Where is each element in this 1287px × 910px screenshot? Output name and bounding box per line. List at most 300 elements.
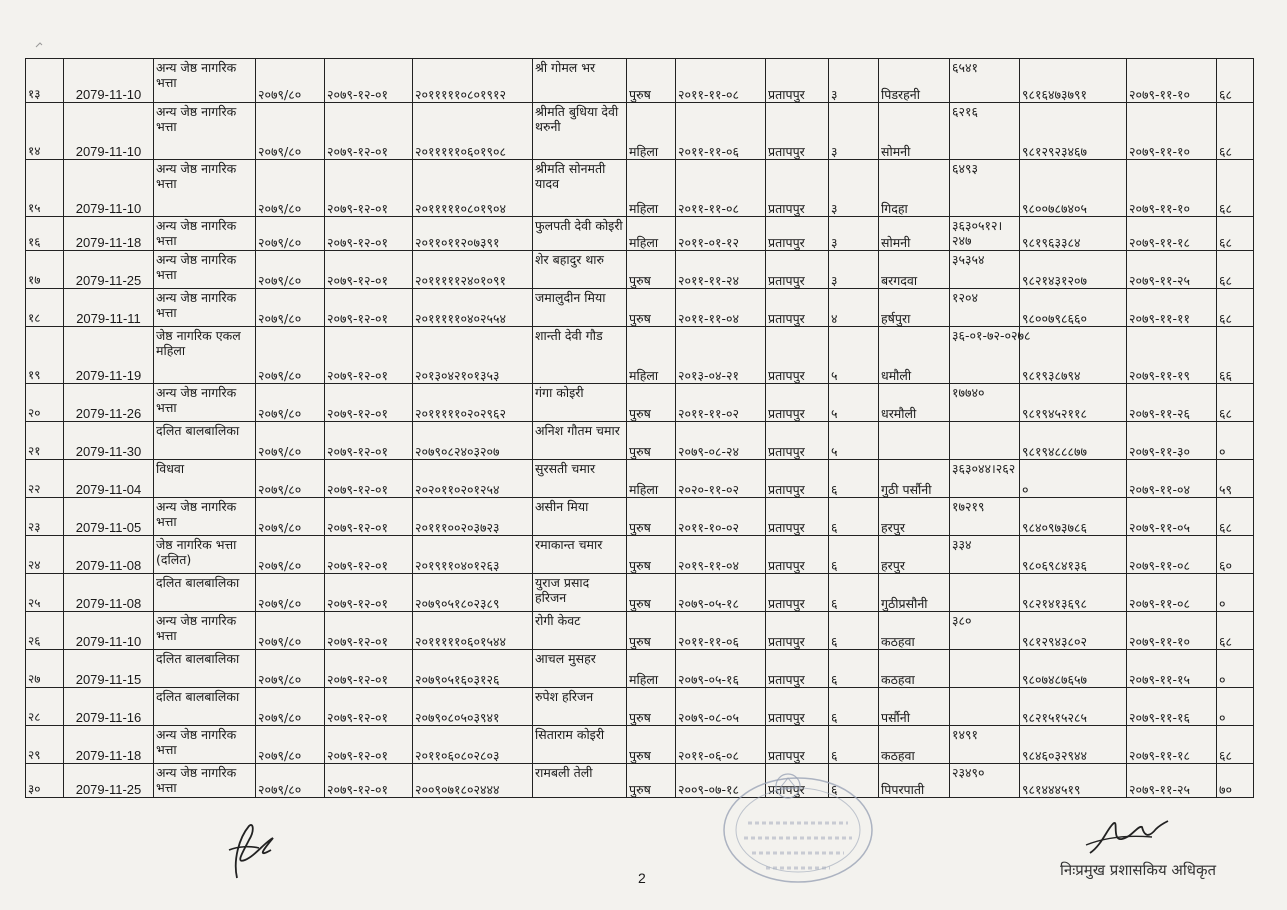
registration-date-cell: २०७९-११-२५ [1127,764,1217,798]
birth-date-cell: २०११-११-०६ [676,612,766,650]
allowance-type-cell: अन्य जेष्ठ नागरिक भत्ता [154,289,256,327]
citizenship-no-cell: १७२१९ [950,498,1020,536]
fiscal-year-cell: २०७९/८० [256,103,325,160]
beneficiary-id-cell: २०१३०४२१०१३५३ [413,327,533,384]
gender-cell: पुरुष [627,612,676,650]
citizenship-no-cell: १२०४ [950,289,1020,327]
table-row [26,498,1254,536]
table-row [26,59,1254,103]
ward-cell: ५ [829,384,879,422]
ward-cell: ६ [829,574,879,612]
fiscal-year-cell: २०७९/८० [256,327,325,384]
entry-date-cell: 2079-11-26 [64,384,154,422]
entry-date-cell: 2079-11-19 [64,327,154,384]
start-date-cell: २०७९-१२-०१ [325,612,413,650]
registration-date-cell: २०७९-११-१० [1127,103,1217,160]
entry-date-cell: 2079-11-18 [64,217,154,251]
registration-date-cell: २०७९-११-१८ [1127,726,1217,764]
registration-date-cell: २०७९-११-२५ [1127,251,1217,289]
age-cell: ६८ [1217,289,1254,327]
fiscal-year-cell: २०७९/८० [256,422,325,460]
allowance-type-cell: अन्य जेष्ठ नागरिक भत्ता [154,160,256,217]
citizenship-no-cell: ३३४ [950,536,1020,574]
entry-date-cell: 2079-11-08 [64,536,154,574]
serial-cell: २० [26,384,64,422]
age-cell: ६८ [1217,726,1254,764]
beneficiary-id-cell: २०१११११०८०१९१२ [413,59,533,103]
fiscal-year-cell: २०७९/८० [256,650,325,688]
citizenship-no-cell: ३८० [950,612,1020,650]
municipality-cell: प्रतापपुर [766,251,829,289]
beneficiary-id-cell: २०७९०८०५०३९४१ [413,688,533,726]
table-body [26,59,1254,798]
table-row [26,289,1254,327]
entry-date-cell: 2079-11-16 [64,688,154,726]
beneficiary-id-cell: २०१११११०६०१५४४ [413,612,533,650]
allowance-type-cell: दलित बालबालिका [154,574,256,612]
allowance-type-cell: अन्य जेष्ठ नागरिक भत्ता [154,103,256,160]
tole-cell: गुठीप्रसौनी [879,574,950,612]
phone-cell: ९८००७९८६६० [1020,289,1127,327]
gender-cell: महिला [627,650,676,688]
entry-date-cell: 2079-11-04 [64,460,154,498]
municipality-cell: प्रतापपुर [766,650,829,688]
table-row [26,384,1254,422]
beneficiary-id-cell: २०२०११०२०१२५४ [413,460,533,498]
start-date-cell: २०७९-१२-०१ [325,650,413,688]
beneficiary-name-cell: फुलपती देवी कोइरी [533,217,627,251]
phone-cell: ९८१२९४३८०२ [1020,612,1127,650]
phone-cell: ९८१४४४५१९ [1020,764,1127,798]
birth-date-cell: २०१३-०४-२१ [676,327,766,384]
start-date-cell: २०७९-१२-०१ [325,688,413,726]
registration-date-cell: २०७९-११-१० [1127,160,1217,217]
page-number: 2 [638,870,646,886]
tole-cell: धरमौली [879,384,950,422]
table-row [26,103,1254,160]
age-cell: ६८ [1217,160,1254,217]
beneficiary-id-cell: २०१११११०४०२५५४ [413,289,533,327]
gender-cell: महिला [627,460,676,498]
registration-date-cell: २०७९-११-१५ [1127,650,1217,688]
gender-cell: पुरुष [627,764,676,798]
allowance-type-cell: दलित बालबालिका [154,688,256,726]
serial-cell: १९ [26,327,64,384]
allowance-type-cell: अन्य जेष्ठ नागरिक भत्ता [154,726,256,764]
phone-cell: ९८४०९७३७८६ [1020,498,1127,536]
tole-cell: सोमनी [879,217,950,251]
birth-date-cell: २०११-०६-०८ [676,726,766,764]
fiscal-year-cell: २०७९/८० [256,688,325,726]
entry-date-cell: 2079-11-10 [64,59,154,103]
phone-cell: ९८४६०३२९४४ [1020,726,1127,764]
phone-cell: ९८१६४७३७९१ [1020,59,1127,103]
beneficiary-id-cell: २०१११००२०३७२३ [413,498,533,536]
citizenship-no-cell: १७७४० [950,384,1020,422]
signature-left [215,820,285,880]
fiscal-year-cell: २०७९/८० [256,289,325,327]
citizenship-no-cell [950,688,1020,726]
registration-date-cell: २०७९-११-०८ [1127,536,1217,574]
citizenship-no-cell: ३६३०५१२।२४७ [950,217,1020,251]
table-row [26,764,1254,798]
entry-date-cell: 2079-11-10 [64,612,154,650]
beneficiary-id-cell: २०१११११०२०२९६२ [413,384,533,422]
registration-date-cell: २०७९-११-०४ [1127,460,1217,498]
fiscal-year-cell: २०७९/८० [256,536,325,574]
phone-cell: ० [1020,460,1127,498]
municipality-cell: प्रतापपुर [766,688,829,726]
table-row [26,460,1254,498]
beneficiary-id-cell: २००९०७१८०२४४४ [413,764,533,798]
age-cell: ० [1217,650,1254,688]
tole-cell [879,422,950,460]
beneficiary-id-cell: २०१११११२४०१०९१ [413,251,533,289]
fiscal-year-cell: २०७९/८० [256,764,325,798]
phone-cell: ९८१२९२३४६७ [1020,103,1127,160]
start-date-cell: २०७९-१२-०१ [325,726,413,764]
registration-date-cell: २०७९-११-३० [1127,422,1217,460]
municipality-cell: प्रतापपुर [766,726,829,764]
municipality-cell: प्रतापपुर [766,764,829,798]
beneficiary-id-cell: २०११०६०८०२८०३ [413,726,533,764]
gender-cell: पुरुष [627,289,676,327]
allowance-type-cell: दलित बालबालिका [154,422,256,460]
birth-date-cell: २०११-११-०२ [676,384,766,422]
table-row [26,251,1254,289]
serial-cell: २५ [26,574,64,612]
ward-cell: ३ [829,103,879,160]
phone-cell: ९८१९६३३८४ [1020,217,1127,251]
registration-date-cell: २०७९-११-०८ [1127,574,1217,612]
phone-cell: ९८००७८७४०५ [1020,160,1127,217]
gender-cell: महिला [627,103,676,160]
fiscal-year-cell: २०७९/८० [256,726,325,764]
serial-cell: १४ [26,103,64,160]
tole-cell: गिदहा [879,160,950,217]
table-row [26,160,1254,217]
gender-cell: पुरुष [627,726,676,764]
beneficiary-name-cell: श्रीमति बुधिया देवी थरुनी [533,103,627,160]
phone-cell: ९८१९४८८८७७ [1020,422,1127,460]
birth-date-cell: २०११-११-२४ [676,251,766,289]
phone-cell: ९८०६९८४१३६ [1020,536,1127,574]
age-cell: ६६ [1217,327,1254,384]
start-date-cell: २०७९-१२-०१ [325,536,413,574]
table-row [26,422,1254,460]
fiscal-year-cell: २०७९/८० [256,251,325,289]
start-date-cell: २०७९-१२-०१ [325,498,413,536]
birth-date-cell: २०११-१०-०२ [676,498,766,536]
age-cell: ६० [1217,536,1254,574]
beneficiary-id-cell: २०७९०८२४०३२०७ [413,422,533,460]
fiscal-year-cell: २०७९/८० [256,217,325,251]
allowance-type-cell: अन्य जेष्ठ नागरिक भत्ता [154,251,256,289]
municipality-cell: प्रतापपुर [766,384,829,422]
table-row [26,612,1254,650]
beneficiary-name-cell: शेर बहादुर थारु [533,251,627,289]
citizenship-no-cell [950,650,1020,688]
birth-date-cell: २०११-११-०८ [676,160,766,217]
ward-cell: ६ [829,764,879,798]
allowance-type-cell: जेष्ठ नागरिक एकल महिला [154,327,256,384]
beneficiary-name-cell: जमालुदीन मिया [533,289,627,327]
beneficiary-id-cell: २०७९०५१८०२३८९ [413,574,533,612]
age-cell: ६८ [1217,384,1254,422]
municipality-cell: प्रतापपुर [766,574,829,612]
birth-date-cell: २०२०-११-०२ [676,460,766,498]
ward-cell: ६ [829,650,879,688]
municipality-cell: प्रतापपुर [766,289,829,327]
age-cell: ६८ [1217,498,1254,536]
age-cell: ६८ [1217,612,1254,650]
tole-cell: गुठी पर्सौनी [879,460,950,498]
serial-cell: १८ [26,289,64,327]
birth-date-cell: २०७९-०८-०५ [676,688,766,726]
tole-cell: पर्सौनी [879,688,950,726]
table-row [26,327,1254,384]
municipality-cell: प्रतापपुर [766,217,829,251]
ward-cell: ६ [829,498,879,536]
citizenship-no-cell: २३४९० [950,764,1020,798]
serial-cell: २८ [26,688,64,726]
table-row [26,650,1254,688]
allowance-type-cell: जेष्ठ नागरिक भत्ता (दलित) [154,536,256,574]
fiscal-year-cell: २०७९/८० [256,498,325,536]
ward-cell: ६ [829,688,879,726]
gender-cell: पुरुष [627,536,676,574]
birth-date-cell: २०७९-०८-२४ [676,422,766,460]
registration-date-cell: २०७९-११-१० [1127,612,1217,650]
start-date-cell: २०७९-१२-०१ [325,460,413,498]
tole-cell: कठहवा [879,726,950,764]
ward-cell: ६ [829,536,879,574]
phone-cell: ९८२१४३१२०७ [1020,251,1127,289]
birth-date-cell: २००९-०७-१८ [676,764,766,798]
table-row [26,536,1254,574]
age-cell: ६८ [1217,251,1254,289]
registration-date-cell: २०७९-११-१० [1127,59,1217,103]
serial-cell: २३ [26,498,64,536]
beneficiary-name-cell: गंगा कोइरी [533,384,627,422]
start-date-cell: २०७९-१२-०१ [325,217,413,251]
beneficiary-name-cell: रामबली तेली [533,764,627,798]
entry-date-cell: 2079-11-25 [64,251,154,289]
birth-date-cell: २०११-११-०८ [676,59,766,103]
birth-date-cell: २०१९-११-०४ [676,536,766,574]
serial-cell: २४ [26,536,64,574]
beneficiary-name-cell: श्री गोमल भर [533,59,627,103]
beneficiary-id-cell: २०१९११०४०१२६३ [413,536,533,574]
allowance-type-cell: अन्य जेष्ठ नागरिक भत्ता [154,59,256,103]
citizenship-no-cell: ६२१६ [950,103,1020,160]
fiscal-year-cell: २०७९/८० [256,59,325,103]
gender-cell: पुरुष [627,251,676,289]
allowance-type-cell: दलित बालबालिका [154,650,256,688]
phone-cell: ९८१९४५२११८ [1020,384,1127,422]
start-date-cell: २०७९-१२-०१ [325,422,413,460]
beneficiary-name-cell: युराज प्रसाद हरिजन [533,574,627,612]
entry-date-cell: 2079-11-30 [64,422,154,460]
citizenship-no-cell: ६४९३ [950,160,1020,217]
start-date-cell: २०७९-१२-०१ [325,251,413,289]
beneficiary-name-cell: सुरसती चमार [533,460,627,498]
beneficiary-name-cell: अनिश गौतम चमार [533,422,627,460]
citizenship-no-cell: ३५३५४ [950,251,1020,289]
registration-date-cell: २०७९-११-१८ [1127,217,1217,251]
serial-cell: १७ [26,251,64,289]
birth-date-cell: २०११-११-०६ [676,103,766,160]
table-row [26,574,1254,612]
municipality-cell: प्रतापपुर [766,160,829,217]
municipality-cell: प्रतापपुर [766,498,829,536]
tole-cell: हर्षपुरा [879,289,950,327]
beneficiary-name-cell: रुपेश हरिजन [533,688,627,726]
registration-date-cell: २०७९-११-१६ [1127,688,1217,726]
entry-date-cell: 2079-11-10 [64,160,154,217]
beneficiary-name-cell: सिताराम कोइरी [533,726,627,764]
citizenship-no-cell: ३६३०४४।२६२ [950,460,1020,498]
allowance-type-cell: अन्य जेष्ठ नागरिक भत्ता [154,764,256,798]
age-cell: ६८ [1217,103,1254,160]
fiscal-year-cell: २०७९/८० [256,460,325,498]
tole-cell: पिडरहनी [879,59,950,103]
ward-cell: ३ [829,160,879,217]
citizenship-no-cell: ३६-०१-७२-०२७८ [950,327,1020,384]
age-cell: ५९ [1217,460,1254,498]
allowance-type-cell: अन्य जेष्ठ नागरिक भत्ता [154,217,256,251]
official-stamp [718,768,878,888]
start-date-cell: २०७९-१२-०१ [325,327,413,384]
entry-date-cell: 2079-11-15 [64,650,154,688]
ward-cell: ६ [829,460,879,498]
ward-cell: ३ [829,217,879,251]
tole-cell: हरपुर [879,536,950,574]
citizenship-no-cell [950,574,1020,612]
tole-cell: बरगदवा [879,251,950,289]
age-cell: ० [1217,688,1254,726]
start-date-cell: २०७९-१२-०१ [325,59,413,103]
entry-date-cell: 2079-11-05 [64,498,154,536]
serial-cell: २६ [26,612,64,650]
tole-cell: कठहवा [879,650,950,688]
municipality-cell: प्रतापपुर [766,327,829,384]
municipality-cell: प्रतापपुर [766,536,829,574]
entry-date-cell: 2079-11-25 [64,764,154,798]
entry-date-cell: 2079-11-10 [64,103,154,160]
gender-cell: पुरुष [627,574,676,612]
beneficiary-id-cell: २०१११११०६०१९०८ [413,103,533,160]
entry-date-cell: 2079-11-08 [64,574,154,612]
beneficiary-name-cell: शान्ती देवी गौड [533,327,627,384]
tole-cell: धमौली [879,327,950,384]
registration-date-cell: २०७९-११-२६ [1127,384,1217,422]
ward-cell: ५ [829,422,879,460]
registration-date-cell: २०७९-११-०५ [1127,498,1217,536]
ward-cell: ६ [829,726,879,764]
entry-date-cell: 2079-11-11 [64,289,154,327]
gender-cell: पुरुष [627,384,676,422]
officer-title: निःप्रमुख प्रशासकिय अधिकृत [1060,861,1217,879]
serial-cell: २९ [26,726,64,764]
beneficiary-name-cell: रमाकान्त चमार [533,536,627,574]
start-date-cell: २०७९-१२-०१ [325,103,413,160]
allowance-type-cell: अन्य जेष्ठ नागरिक भत्ता [154,612,256,650]
serial-cell: १३ [26,59,64,103]
ward-cell: ५ [829,327,879,384]
tole-cell: कठहवा [879,612,950,650]
table-row [26,726,1254,764]
serial-cell: २२ [26,460,64,498]
serial-cell: १५ [26,160,64,217]
ward-cell: ३ [829,251,879,289]
gender-cell: पुरुष [627,688,676,726]
tole-cell: पिपरपाती [879,764,950,798]
municipality-cell: प्रतापपुर [766,422,829,460]
phone-cell: ९८०७४८७६५७ [1020,650,1127,688]
fiscal-year-cell: २०७९/८० [256,574,325,612]
age-cell: ० [1217,422,1254,460]
start-date-cell: २०७९-१२-०१ [325,160,413,217]
age-cell: ७० [1217,764,1254,798]
birth-date-cell: २०७९-०५-१६ [676,650,766,688]
phone-cell: ९८२१४१३६९८ [1020,574,1127,612]
age-cell: ० [1217,574,1254,612]
age-cell: ६८ [1217,59,1254,103]
allowance-type-cell: विधवा [154,460,256,498]
citizenship-no-cell: ६५४१ [950,59,1020,103]
birth-date-cell: २०७९-०५-१८ [676,574,766,612]
registration-date-cell: २०७९-११-११ [1127,289,1217,327]
fiscal-year-cell: २०७९/८० [256,160,325,217]
age-cell: ६८ [1217,217,1254,251]
ward-cell: ६ [829,612,879,650]
beneficiary-name-cell: श्रीमति सोनमती यादव [533,160,627,217]
gender-cell: महिला [627,160,676,217]
ward-cell: ४ [829,289,879,327]
citizenship-no-cell: १४९१ [950,726,1020,764]
gender-cell: महिला [627,217,676,251]
gender-cell: पुरुष [627,498,676,536]
birth-date-cell: २०११-११-०४ [676,289,766,327]
table-row [26,688,1254,726]
serial-cell: १६ [26,217,64,251]
birth-date-cell: २०११-०१-१२ [676,217,766,251]
entry-date-cell: 2079-11-18 [64,726,154,764]
municipality-cell: प्रतापपुर [766,103,829,160]
beneficiary-table [25,58,1254,798]
beneficiary-id-cell: २०११०११२०७३९१ [413,217,533,251]
serial-cell: ३० [26,764,64,798]
serial-cell: २७ [26,650,64,688]
municipality-cell: प्रतापपुर [766,460,829,498]
start-date-cell: २०७९-१२-०१ [325,574,413,612]
fiscal-year-cell: २०७९/८० [256,612,325,650]
beneficiary-id-cell: २०७९०५१६०३१२६ [413,650,533,688]
tole-cell: सोमनी [879,103,950,160]
beneficiary-name-cell: आचल मुसहर [533,650,627,688]
signature-right [1082,815,1172,860]
phone-cell: ९८२१५१५२८५ [1020,688,1127,726]
beneficiary-name-cell: असीन मिया [533,498,627,536]
serial-cell: २१ [26,422,64,460]
municipality-cell: प्रतापपुर [766,612,829,650]
allowance-type-cell: अन्य जेष्ठ नागरिक भत्ता [154,384,256,422]
fiscal-year-cell: २०७९/८० [256,384,325,422]
beneficiary-name-cell: रोगी केवट [533,612,627,650]
start-date-cell: २०७९-१२-०१ [325,289,413,327]
phone-cell: ९८१९३८७९४ [1020,327,1127,384]
